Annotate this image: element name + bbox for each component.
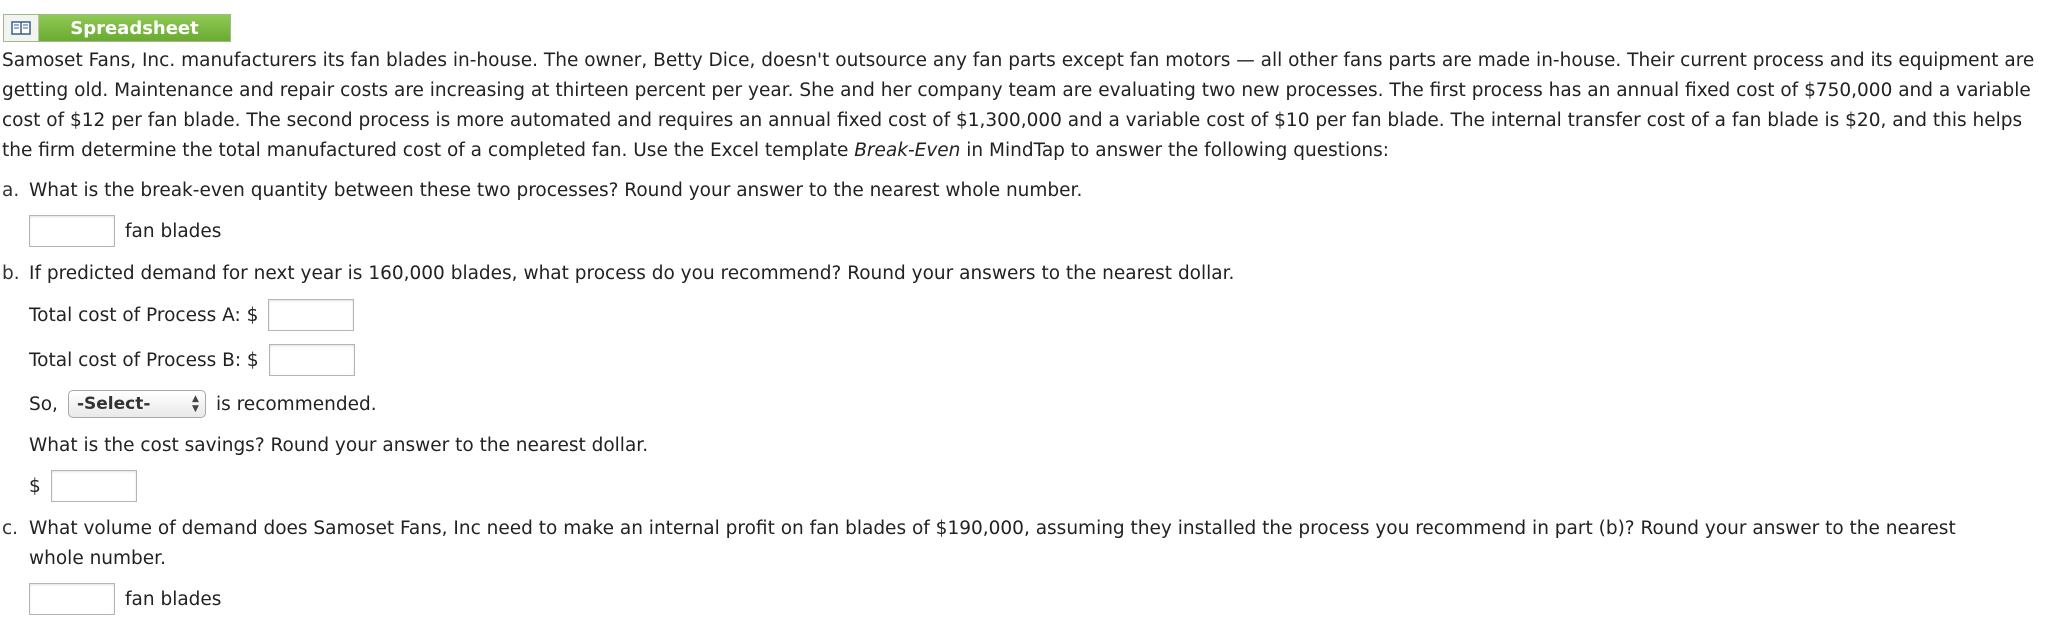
template-name: Break-Even — [854, 140, 961, 161]
cost-a-label: Total cost of Process A: $ — [29, 304, 259, 326]
process-select-value: -Select- — [76, 394, 151, 414]
spreadsheet-label: Spreadsheet — [39, 15, 230, 41]
question-b-text: If predicted demand for next year is 160,000 blades, what process do you recommend? Round your answers to the nearest dollar. — [29, 263, 1235, 284]
demand-volume-input[interactable] — [29, 583, 115, 615]
recommended-label: is recommended. — [215, 393, 377, 415]
cost-a-row — [29, 297, 354, 333]
savings-question-text: What is the cost savings? Round your answer to the nearest dollar. — [29, 434, 649, 456]
book-icon — [4, 15, 39, 41]
question-c — [2, 514, 2012, 574]
savings-row — [29, 468, 137, 504]
process-select[interactable] — [68, 390, 206, 418]
answer-c-row — [29, 581, 221, 617]
question-c-text: What volume of demand does Samoset Fans, Inc need to make an internal profit on fan blades of $190,000, assuming they installed the process you recommend in part (b)? Round your answer to the nearest whole number. — [29, 518, 1956, 569]
break-even-quantity-input[interactable] — [29, 215, 115, 247]
question-b — [2, 259, 2012, 289]
question-b-letter: b. — [2, 263, 20, 284]
problem-intro — [2, 46, 2048, 166]
so-label: So, — [29, 393, 58, 415]
cost-b-label: Total cost of Process B: $ — [29, 349, 259, 371]
recommend-row — [29, 386, 377, 422]
answer-a-unit: fan blades — [125, 220, 222, 242]
question-a-text: What is the break-even quantity between these two processes? Round your answer to the nearest whole number. — [29, 180, 1083, 201]
dollar-sign: $ — [29, 475, 41, 497]
cost-process-b-input[interactable] — [269, 344, 355, 376]
spreadsheet-button[interactable] — [3, 14, 231, 42]
answer-a-row — [29, 213, 221, 249]
answer-c-unit: fan blades — [125, 588, 222, 610]
intro-text-end: in MindTap to answer the following questions: — [960, 140, 1390, 161]
savings-question-row — [29, 427, 648, 463]
question-c-letter: c. — [2, 518, 19, 539]
intro-text: Samoset Fans, Inc. manufacturers its fan blades in-house. The owner, Betty Dice, doesn't outsource any fan parts except fan motors — all other fans parts are made in-house. Their current process and its equipment are getting old. Maintenance and repair costs are increasing at thirteen percent per year. She and her company team are evaluating two new processes. The first process has an annual fixed cost of $750,000 and a variable cost of $12 per fan blade. The second process is more automated and requires an annual fixed cost of $1,300,000 and a variable cost of $10 per fan blade. The internal transfer cost of a fan blade is $20, and this helps the firm determine the total manufactured cost of a completed fan. Use the Excel template — [2, 50, 2035, 161]
cost-savings-input[interactable] — [51, 470, 137, 502]
select-arrows-icon: ▲ ▼ — [192, 394, 199, 414]
question-a-letter: a. — [2, 180, 20, 201]
cost-b-row — [29, 342, 355, 378]
question-a — [2, 176, 2012, 206]
cost-process-a-input[interactable] — [268, 299, 354, 331]
